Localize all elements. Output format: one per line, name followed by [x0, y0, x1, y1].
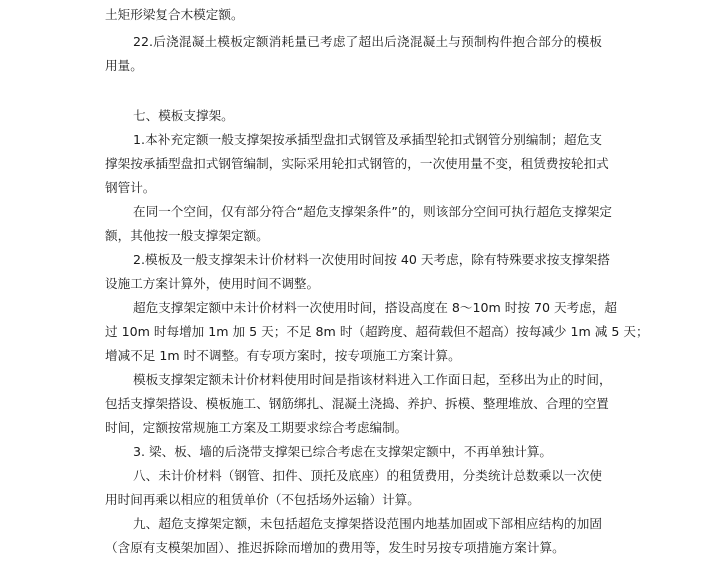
text-line: 过 10m 时每增加 1m 加 5 天；不足 8m 时（超跨度、超荷载但不超高）按每减少 1m 减 5 天；	[105, 324, 649, 339]
text-line: 3. 梁、板、墙的后浇带支撑架已综合考虑在支撑架定额中，不再单独计算。	[133, 444, 553, 459]
text-line: 22.后浇混凝土模板定额消耗量已考虑了超出后浇混凝土与预制构件抱合部分的模板	[133, 34, 602, 49]
text-line: 增减不足 1m 时不调整。有专项方案时，按专项施工方案计算。	[105, 348, 461, 363]
section-heading: 八、未计价材料（钢管、扣件、顶托及底座）的租赁费用，分类统计总数乘以一次使	[133, 468, 602, 483]
text-line: 包括支撑架搭设、模板施工、钢筋绑扎、混凝土浇捣、养护、拆模、整理堆放、合理的空置	[105, 396, 609, 411]
text-line: 2.模板及一般支撑架未计价材料一次使用时间按 40 天考虑，除有特殊要求按支撑架搭	[133, 252, 610, 267]
section-heading: 九、超危支撑架定额，未包括超危支撑架搭设范围内地基加固或下部相应结构的加固	[133, 516, 602, 531]
text-line: 钢管计。	[105, 180, 156, 195]
section-heading: 七、模板支撑架。	[133, 108, 234, 123]
text-line: 超危支撑架定额中未计价材料一次使用时间，搭设高度在 8～10m 时按 70 天考虑，超	[133, 300, 617, 315]
text-line: 用时间再乘以相应的租赁单价（不包括场外运输）计算。	[105, 492, 420, 507]
text-line: 撑架按承插型盘扣式钢管编制，实际采用轮扣式钢管的，一次使用量不变，租赁费按轮扣式	[105, 156, 609, 171]
text-line: 用量。	[105, 58, 143, 73]
text-line: 时间，定额按常规施工方案及工期要求综合考虑编制。	[105, 420, 408, 435]
text-line: 土矩形梁复合木模定额。	[105, 7, 244, 22]
text-line: 额，其他按一般支撑架定额。	[105, 228, 269, 243]
text-line: 在同一个空间，仅有部分符合“超危支撑架条件”的，则该部分空间可执行超危支撑架定	[133, 204, 613, 219]
text-line: （含原有支模架加固）、推迟拆除而增加的费用等，发生时另按专项措施方案计算。	[105, 540, 565, 555]
text-line: 1.本补充定额一般支撑架按承插型盘扣式钢管及承插型轮扣式钢管分别编制；超危支	[133, 132, 602, 147]
text-line: 模板支撑架定额未计价材料使用时间是指该材料进入工作面日起，至移出为止的时间，	[133, 372, 612, 387]
text-line: 设施工方案计算外，使用时间不调整。	[105, 276, 320, 291]
